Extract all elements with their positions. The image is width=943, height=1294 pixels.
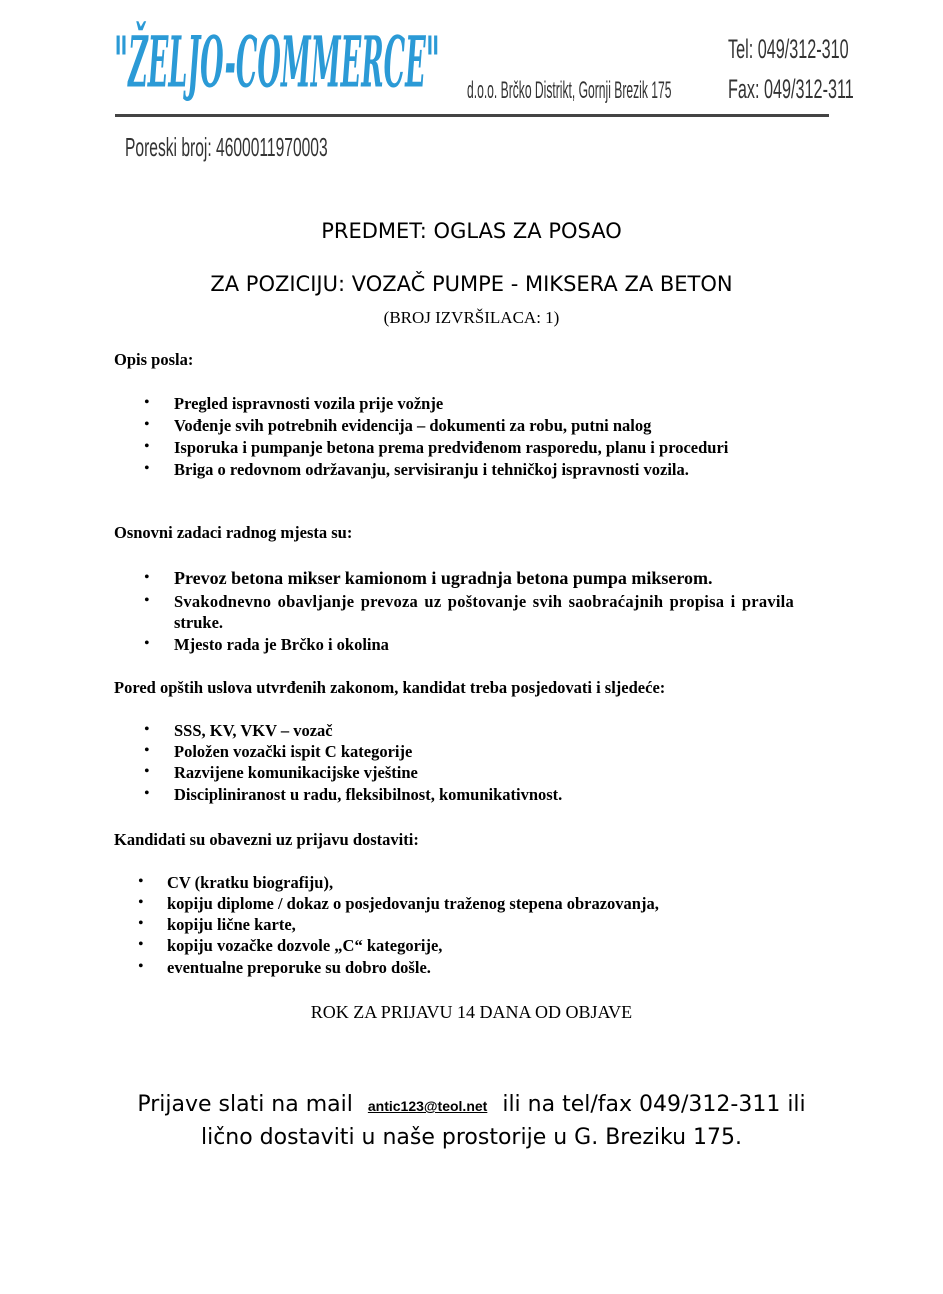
header-divider	[115, 114, 829, 117]
contact-line-2: lično dostaviti u naše prostorije u G. Breziku 175.	[200, 1125, 743, 1150]
company-logo: "ŽELJO-COMMERCE"	[114, 20, 440, 104]
bullet-icon: •	[144, 785, 150, 802]
fax: Fax: 049/312-311	[728, 74, 854, 104]
list-item-continuation: struke.	[174, 613, 224, 632]
bullet-icon: •	[138, 958, 144, 975]
list-item: Razvijene komunikacijske vještine	[174, 763, 418, 782]
list-item: CV (kratku biografiju),	[167, 873, 334, 892]
list-item: kopiju lične karte,	[167, 915, 296, 934]
bullet-icon: •	[144, 394, 150, 411]
deadline: ROK ZA PRIJAVU 14 DANA OD OBJAVE	[310, 1002, 633, 1022]
bullet-icon: •	[144, 763, 150, 780]
bullet-icon: •	[144, 569, 150, 586]
subject-heading: PREDMET: OGLAS ZA POSAO	[321, 219, 622, 243]
bullet-icon: •	[144, 721, 150, 738]
list-item: kopiju diplome / dokaz o posjedovanju traženog stepena obrazovanja,	[167, 894, 659, 913]
list-item: eventualne preporuke su dobro došle.	[167, 958, 431, 977]
bullet-icon: •	[138, 873, 144, 890]
bullet-icon: •	[144, 438, 150, 455]
list-item: Vođenje svih potrebnih evidencija – dokumenti za robu, putni nalog	[174, 416, 652, 435]
position-count: (BROJ IZVRŠILACA: 1)	[383, 308, 560, 327]
section-heading: Opis posla:	[114, 350, 194, 369]
section-heading: Kandidati su obavezni uz prijavu dostaviti:	[114, 830, 419, 849]
list-item: Prevoz betona mikser kamionom i ugradnja betona pumpa mikserom.	[174, 568, 713, 588]
list-item: Discipliniranost u radu, fleksibilnost, komunikativnost.	[174, 785, 563, 804]
bullet-icon: •	[144, 635, 150, 652]
bullet-icon: •	[138, 936, 144, 953]
section-heading: Osnovni zadaci radnog mjesta su:	[114, 523, 353, 542]
list-item: SSS, KV, VKV – vozač	[174, 721, 333, 740]
contact-line-1	[0, 1092, 943, 1117]
bullet-icon: •	[144, 592, 150, 609]
list-item: Pregled ispravnosti vozila prije vožnje	[174, 394, 444, 413]
list-item: Briga o redovnom održavanju, servisiranju i tehničkoj ispravnosti vozila.	[174, 460, 689, 479]
position-heading: ZA POZICIJU: VOZAČ PUMPE - MIKSERA ZA BETON	[210, 272, 733, 296]
bullet-icon: •	[144, 416, 150, 433]
list-item: Isporuka i pumpanje betona prema predviđenom rasporedu, planu i proceduri	[174, 438, 729, 457]
bullet-icon: •	[144, 742, 150, 759]
tax-number: Poreski broj: 4600011970003	[125, 132, 328, 162]
section-heading: Pored opštih uslova utvrđenih zakonom, kandidat treba posjedovati i sljedeće:	[114, 678, 666, 697]
list-item: Položen vozački ispit C kategorije	[174, 742, 413, 761]
bullet-icon: •	[138, 894, 144, 911]
contact-prefix: Prijave slati na mail	[137, 1092, 353, 1117]
company-address: d.o.o. Brčko Distrikt, Gornji Brezik 175	[467, 76, 672, 104]
contact-suffix: ili na tel/fax 049/312-311 ili	[502, 1092, 806, 1117]
tel: Tel: 049/312-310	[728, 34, 849, 64]
list-item: Svakodnevno obavljanje prevoza uz poštovanje svih saobraćajnih propisa i pravila	[174, 592, 795, 611]
email-link[interactable]: antic123@teol.net	[367, 1098, 488, 1114]
bullet-icon: •	[138, 915, 144, 932]
list-item: kopiju vozačke dozvole „C“ kategorije,	[167, 936, 443, 955]
bullet-icon: •	[144, 460, 150, 477]
list-item: Mjesto rada je Brčko i okolina	[174, 635, 389, 654]
